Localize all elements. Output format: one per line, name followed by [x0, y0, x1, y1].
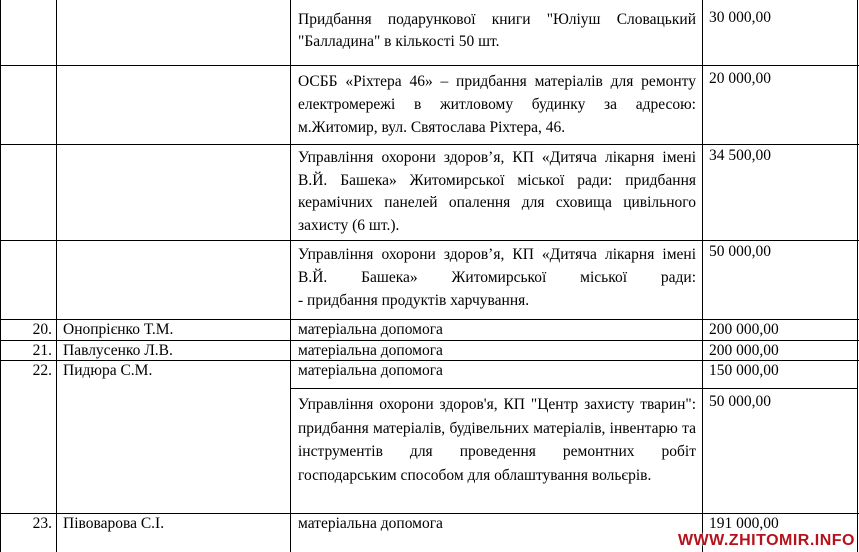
row-sum-cell: [703, 389, 858, 513]
row-number-cell: [0, 0, 57, 65]
row-number: 22.: [32, 362, 52, 379]
person-name: Пидюра С.М.: [63, 362, 153, 379]
row-name-cell: [57, 361, 291, 389]
table-row: [0, 389, 859, 514]
row-number-cell: [0, 341, 57, 360]
table-row: [0, 145, 859, 241]
site-watermark: WWW.ZHITOMIR.INFO: [677, 532, 855, 549]
row-description-cell: [291, 66, 703, 144]
row-description-cell: [291, 389, 703, 513]
row-number: 23.: [32, 515, 52, 532]
row-number-cell: [0, 145, 57, 240]
row-description-cell: [291, 361, 703, 389]
row-description-cell: [291, 0, 703, 65]
row-number: 20.: [32, 321, 52, 338]
description-text: матеріальна допомога: [298, 342, 443, 359]
person-name: Онопрієнко Т.М.: [63, 321, 174, 338]
table-left-border: [0, 0, 1, 552]
description-text: матеріальна допомога: [298, 362, 443, 379]
row-sum-cell: [703, 361, 858, 389]
row-sum-cell: [703, 66, 858, 144]
row-sum-cell: [703, 145, 858, 240]
row-number: 21.: [32, 342, 52, 359]
table-row: [0, 361, 859, 389]
sum-text: 200 000,00: [709, 321, 779, 338]
row-name-cell: [57, 0, 291, 65]
row-number-cell: [0, 361, 57, 389]
row-number-cell: [0, 241, 57, 319]
row-sum-cell: [703, 341, 858, 360]
table-row: [0, 241, 859, 320]
sum-text: 50 000,00: [709, 393, 771, 410]
description-text: Придбання подарункової книги "Юліуш Словацький "Балладина" в кількості 50 шт.: [298, 11, 696, 50]
description-line: - придбання продуктів харчування.: [298, 292, 530, 309]
row-name-cell: [57, 241, 291, 319]
description-text: Управління охорони здоров’я, КП «Дитяча лікарня імені В.Й. Башека» Житомирської міської ради: придбання керамічних панелей опалення для сховища цивільного захисту (6 шт.).: [298, 149, 696, 234]
sum-text: 50 000,00: [709, 243, 771, 260]
row-description-cell: [291, 241, 703, 319]
row-name-cell: [57, 66, 291, 144]
row-name-cell: [57, 341, 291, 360]
person-name: Півоварова С.І.: [63, 515, 165, 532]
sum-text: 30 000,00: [709, 9, 771, 26]
row-number-cell: [0, 389, 57, 513]
sum-text: 200 000,00: [709, 342, 779, 359]
row-number-cell: [0, 320, 57, 340]
row-description-cell: [291, 320, 703, 340]
table-row: [0, 66, 859, 145]
description-line: В.Й. Башека» Житомирської міської ради:: [298, 269, 696, 286]
table-row: [0, 341, 859, 361]
row-description-cell: [291, 145, 703, 240]
row-sum-cell: [703, 320, 858, 340]
row-sum-cell: [703, 0, 858, 65]
row-sum-cell: [703, 241, 858, 319]
person-name: Павлусенко Л.В.: [63, 342, 173, 359]
sum-text: 20 000,00: [709, 70, 771, 87]
description-text: ОСББ «Ріхтера 46» – придбання матеріалів для ремонту електромережі в житловому будинку за адресою: м.Житомир, вул. Святослава Ріхтера, 46.: [298, 73, 696, 136]
row-number-cell: [0, 66, 57, 144]
row-description-cell: [291, 514, 703, 552]
row-name-cell: [57, 514, 291, 552]
row-name-cell: [57, 320, 291, 340]
row-description-cell: [291, 341, 703, 360]
description-text: матеріальна допомога: [298, 321, 443, 338]
table-row: [0, 0, 859, 66]
row-name-cell: [57, 145, 291, 240]
description-text: матеріальна допомога: [298, 515, 443, 532]
description-text: Управління охорони здоров'я, КП "Центр захисту тварин": придбання матеріалів, будівельних матеріалів, інвентарю та інструментів для проведення ремонтних робіт господарським способом для облаштування вольєрів.: [298, 396, 696, 484]
sum-text: 191 000,00: [709, 515, 779, 532]
table-row: [0, 320, 859, 341]
sum-text: 150 000,00: [709, 362, 779, 379]
row-name-cell: [57, 389, 291, 513]
row-number-cell: [0, 514, 57, 552]
description-line: Управління охорони здоров’я, КП «Дитяча лікарня імені: [298, 246, 696, 263]
sum-text: 34 500,00: [709, 147, 771, 164]
